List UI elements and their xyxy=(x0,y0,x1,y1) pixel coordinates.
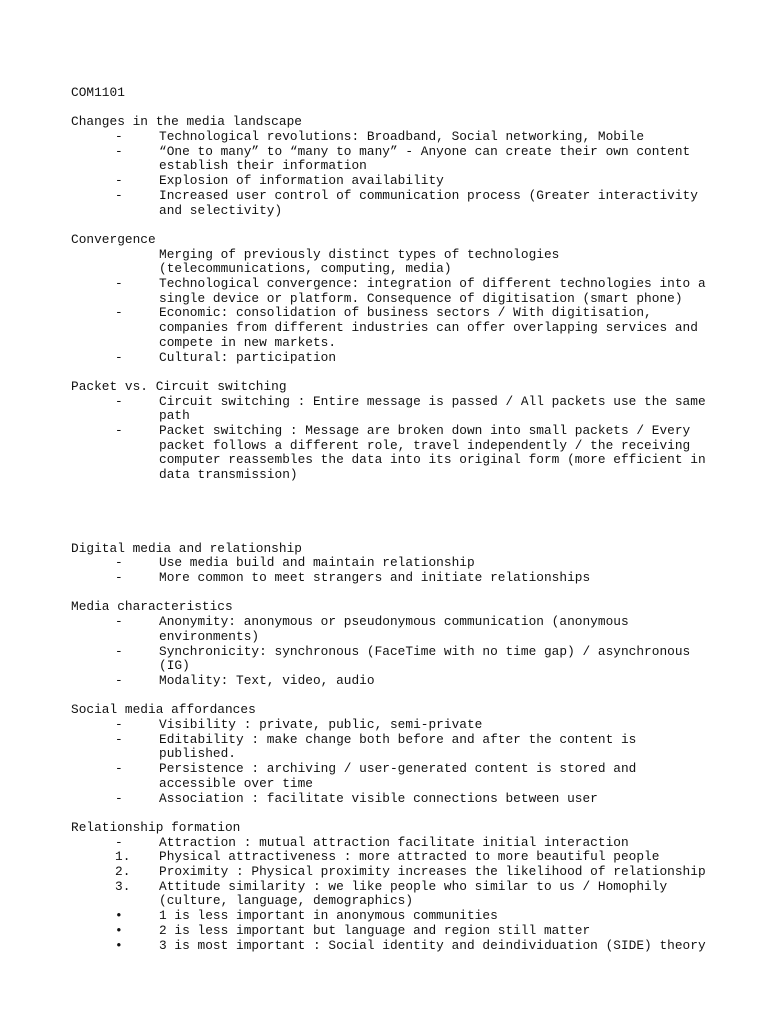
item-text: 2 is less important but language and region still matter xyxy=(159,922,591,938)
bullet-marker: - xyxy=(115,731,123,747)
item-text: Attraction : mutual attraction facilitate initial interaction xyxy=(159,834,629,850)
list-item xyxy=(71,924,711,939)
list-item xyxy=(71,880,711,909)
list-item xyxy=(71,351,711,366)
bullet-marker: - xyxy=(115,790,123,806)
section-heading: Convergence xyxy=(71,231,156,247)
list-item xyxy=(71,393,714,424)
list-item xyxy=(71,306,711,350)
item-text: Increased user control of communication process (Greater interactivity and selectivity) xyxy=(159,187,706,218)
item-text: Merging of previously distinct types of technologies (telecommunications, computing, media) xyxy=(159,246,568,277)
list-item xyxy=(71,792,711,807)
list-item xyxy=(71,145,711,174)
section-relationship-formation xyxy=(71,821,711,953)
list-item xyxy=(71,130,711,145)
list-item xyxy=(71,939,711,954)
list-item xyxy=(71,865,711,880)
list-item xyxy=(71,645,711,674)
spacer xyxy=(71,483,711,542)
course-code: COM1101 xyxy=(71,85,125,100)
list-item xyxy=(71,836,711,851)
spacer xyxy=(71,365,711,380)
bullet-marker: - xyxy=(115,349,123,365)
list-item xyxy=(71,850,711,865)
item-text: Use media build and maintain relationship xyxy=(159,555,475,571)
spacer xyxy=(71,101,711,116)
list-item xyxy=(71,762,711,791)
item-text: Technological revolutions: Broadband, Social networking, Mobile xyxy=(159,129,645,145)
item-text: Cultural: participation xyxy=(159,349,337,365)
number-marker: 3. xyxy=(115,878,131,894)
spacer xyxy=(71,689,711,704)
section-heading: Media characteristics xyxy=(71,599,233,615)
list-item xyxy=(71,174,711,189)
bullet-marker: - xyxy=(115,423,123,439)
list-item xyxy=(71,674,711,689)
bullet-marker: - xyxy=(115,173,123,189)
list-item xyxy=(71,615,711,644)
list-item xyxy=(71,276,714,306)
spacer xyxy=(71,218,711,233)
section-media-landscape xyxy=(71,115,711,218)
bullet-marker: - xyxy=(115,555,123,571)
item-text: Editability : make change both before and after the content is published. xyxy=(159,731,645,762)
section-heading: Digital media and relationship xyxy=(71,540,302,556)
section-media-characteristics xyxy=(71,600,711,688)
item-text: Explosion of information availability xyxy=(159,173,444,189)
bullet-marker: - xyxy=(115,672,123,688)
section-convergence xyxy=(71,231,714,365)
list-item xyxy=(71,733,711,762)
item-text: Persistence : archiving / user-generated content is stored and accessible over time xyxy=(159,761,645,791)
item-text: Visibility : private, public, semi-private xyxy=(159,717,483,733)
item-text: Circuit switching : Entire message is passed / All packets use the same path xyxy=(159,393,714,424)
bullet-marker: - xyxy=(115,614,123,630)
item-text: 3 is most important : Social identity and deindividuation (SIDE) theory xyxy=(159,937,706,953)
item-text: Synchronicity: synchronous (FaceTime with no time gap) / asynchronous (IG) xyxy=(159,643,698,674)
bullet-dot-marker: • xyxy=(115,922,123,938)
document-body xyxy=(71,85,714,953)
bullet-dot-marker: • xyxy=(115,908,123,924)
item-text: Packet switching : Message are broken down into small packets / Every packet follows a different role, travel independently / the receiving computer reassembles the data into its original form (more efficient in data transmission) xyxy=(159,423,714,483)
bullet-marker: - xyxy=(115,717,123,733)
bullet-marker: - xyxy=(115,834,123,850)
item-text: Association : facilitate visible connections between user xyxy=(159,790,598,806)
item-text: Modality: Text, video, audio xyxy=(159,672,375,688)
item-text: Economic: consolidation of business sectors / With digitisation, companies from different industries can offer overlapping services and compete in new markets. xyxy=(159,305,706,350)
list-item xyxy=(71,571,711,586)
bullet-marker: - xyxy=(115,276,123,292)
item-text: Attitude similarity : we like people who similar to us / Homophily (culture, language, demographics) xyxy=(159,878,675,909)
list-item xyxy=(71,718,711,733)
number-marker: 2. xyxy=(115,864,131,880)
bullet-marker: - xyxy=(115,643,123,659)
list-item xyxy=(71,248,711,277)
section-heading: Changes in the media landscape xyxy=(71,114,302,130)
number-marker: 1. xyxy=(115,849,131,865)
section-heading: Social media affordances xyxy=(71,702,256,718)
bullet-marker: - xyxy=(115,305,123,321)
spacer xyxy=(71,586,711,601)
bullet-dot-marker: • xyxy=(115,937,123,953)
item-text: More common to meet strangers and initiate relationships xyxy=(159,570,591,586)
bullet-marker: - xyxy=(115,129,123,145)
bullet-marker: - xyxy=(115,570,123,586)
list-item xyxy=(71,909,711,924)
section-digital-media-relationship xyxy=(71,542,711,586)
bullet-marker: - xyxy=(115,187,123,203)
bullet-marker: - xyxy=(115,393,123,409)
section-heading: Packet vs. Circuit switching xyxy=(71,378,287,394)
item-text: Proximity : Physical proximity increases the likelihood of relationship xyxy=(159,864,706,880)
item-text: Technological convergence: integration of different technologies into a single device or platform. Consequence of digitisation (smart phone) xyxy=(159,276,714,306)
list-item xyxy=(71,556,711,571)
item-text: “One to many” to “many to many” - Anyone can create their own content establish their information xyxy=(159,143,698,174)
section-social-media-affordances xyxy=(71,703,711,806)
section-packet-switching xyxy=(71,378,714,483)
bullet-marker: - xyxy=(115,143,123,159)
list-item xyxy=(71,189,711,218)
bullet-marker: - xyxy=(115,761,123,777)
list-item xyxy=(71,423,714,483)
item-text: 1 is less important in anonymous communities xyxy=(159,908,498,924)
item-text: Anonymity: anonymous or pseudonymous communication (anonymous environments) xyxy=(159,614,637,644)
item-text: Physical attractiveness : more attracted to more beautiful people xyxy=(159,849,660,865)
spacer xyxy=(71,806,711,821)
section-heading: Relationship formation xyxy=(71,819,241,835)
